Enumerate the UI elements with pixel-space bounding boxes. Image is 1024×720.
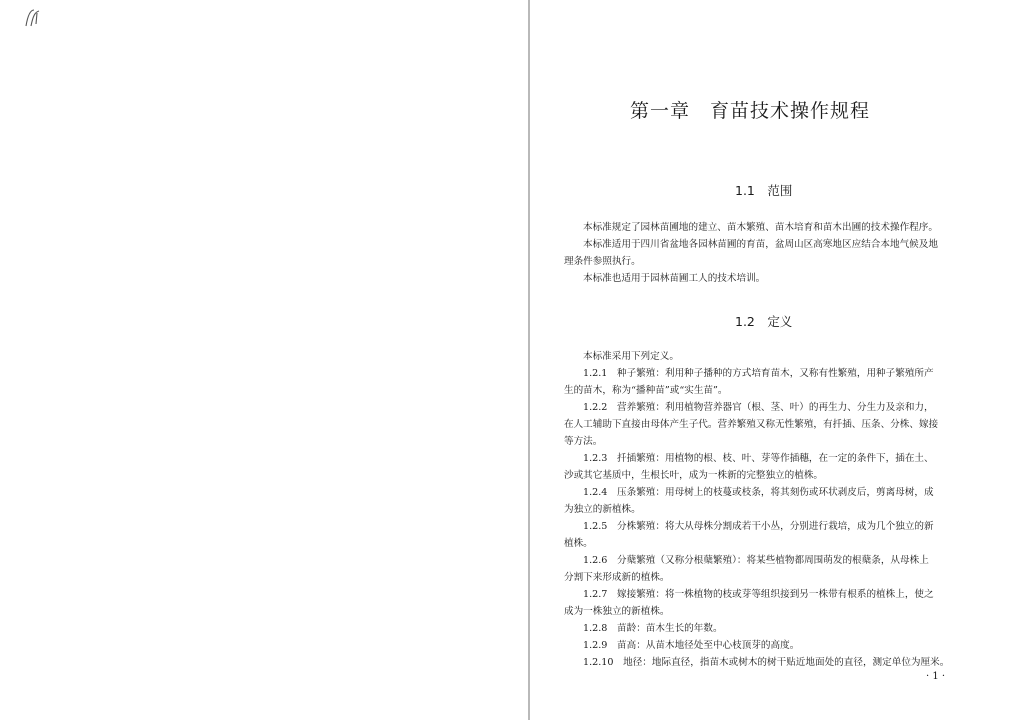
- definition-line: 植株。: [564, 538, 593, 549]
- definition-line: 1.2.2 营养繁殖：利用植物营养器官（根、茎、叶）的再生力、分生力及亲和力，: [583, 402, 934, 413]
- definition-line: 1.2.1 种子繁殖：利用种子播种的方式培育苗木，又称有性繁殖，用种子繁殖所产: [583, 368, 934, 379]
- paragraph-line: 本标准也适用于园林苗圃工人的技术培训。: [583, 273, 766, 284]
- definition-line: 生的苗木，称为“播种苗”或“实生苗”。: [564, 385, 728, 396]
- definition-line: 等方法。: [564, 436, 603, 447]
- paragraph-line: 理条件参照执行。: [564, 256, 641, 267]
- definition-line: 在人工辅助下直接由母体产生子代。营养繁殖又称无性繁殖，有扦插、压条、分株、嫁接: [564, 419, 939, 430]
- chapter-title: 第一章 育苗技术操作规程: [630, 100, 871, 122]
- section-heading-definitions: 1.2 定义: [735, 314, 793, 329]
- definition-line: 1.2.5 分株繁殖：将大从母株分割成若干小丛，分别进行栽培，成为几个独立的新: [583, 521, 934, 532]
- section-heading-scope: 1.1 范围: [735, 183, 793, 198]
- definition-line: 1.2.3 扦插繁殖：用植物的根、枝、叶、芽等作插穗，在一定的条件下，插在土、: [583, 453, 934, 464]
- definition-line: 1.2.8 苗龄：苗木生长的年数。: [583, 623, 723, 634]
- definition-line: 分割下来形成新的植株。: [564, 572, 670, 583]
- paragraph-line: 本标准规定了园林苗圃地的建立、苗木繁殖、苗木培育和苗木出圃的技术操作程序。: [583, 222, 938, 233]
- definition-line: 为独立的新植株。: [564, 504, 641, 515]
- definition-line: 1.2.10 地径：地际直径，指苗木或树木的树干贴近地面处的直径，测定单位为厘米。: [583, 657, 950, 668]
- definition-line: 1.2.9 苗高：从苗木地径处至中心枝顶芽的高度。: [583, 640, 800, 651]
- right-page: [530, 0, 1024, 720]
- definition-line: 成为一株独立的新植株。: [564, 606, 670, 617]
- paragraph-line: 本标准适用于四川省盆地各园林苗圃的育苗，盆周山区高寒地区应结合本地气候及地: [583, 239, 938, 250]
- definition-line: 1.2.4 压条繁殖：用母树上的枝蔓或枝条，将其刻伤或环状剥皮后，剪离母树，成: [583, 487, 934, 498]
- paragraph-line: 本标准采用下列定义。: [583, 351, 679, 362]
- scan-mark-icon: [22, 4, 48, 30]
- page-number: · 1 ·: [926, 671, 946, 682]
- definition-line: 1.2.6 分蘖繁殖（又称分根蘖繁殖）：将某些植物都周围萌发的根蘖条，从母株上: [583, 555, 929, 566]
- definition-line: 沙或其它基质中，生根长叶，成为一株新的完整独立的植株。: [564, 470, 824, 481]
- definition-line: 1.2.7 嫁接繁殖：将一株植物的枝或芽等组织接到另一株带有根系的植株上，使之: [583, 589, 934, 600]
